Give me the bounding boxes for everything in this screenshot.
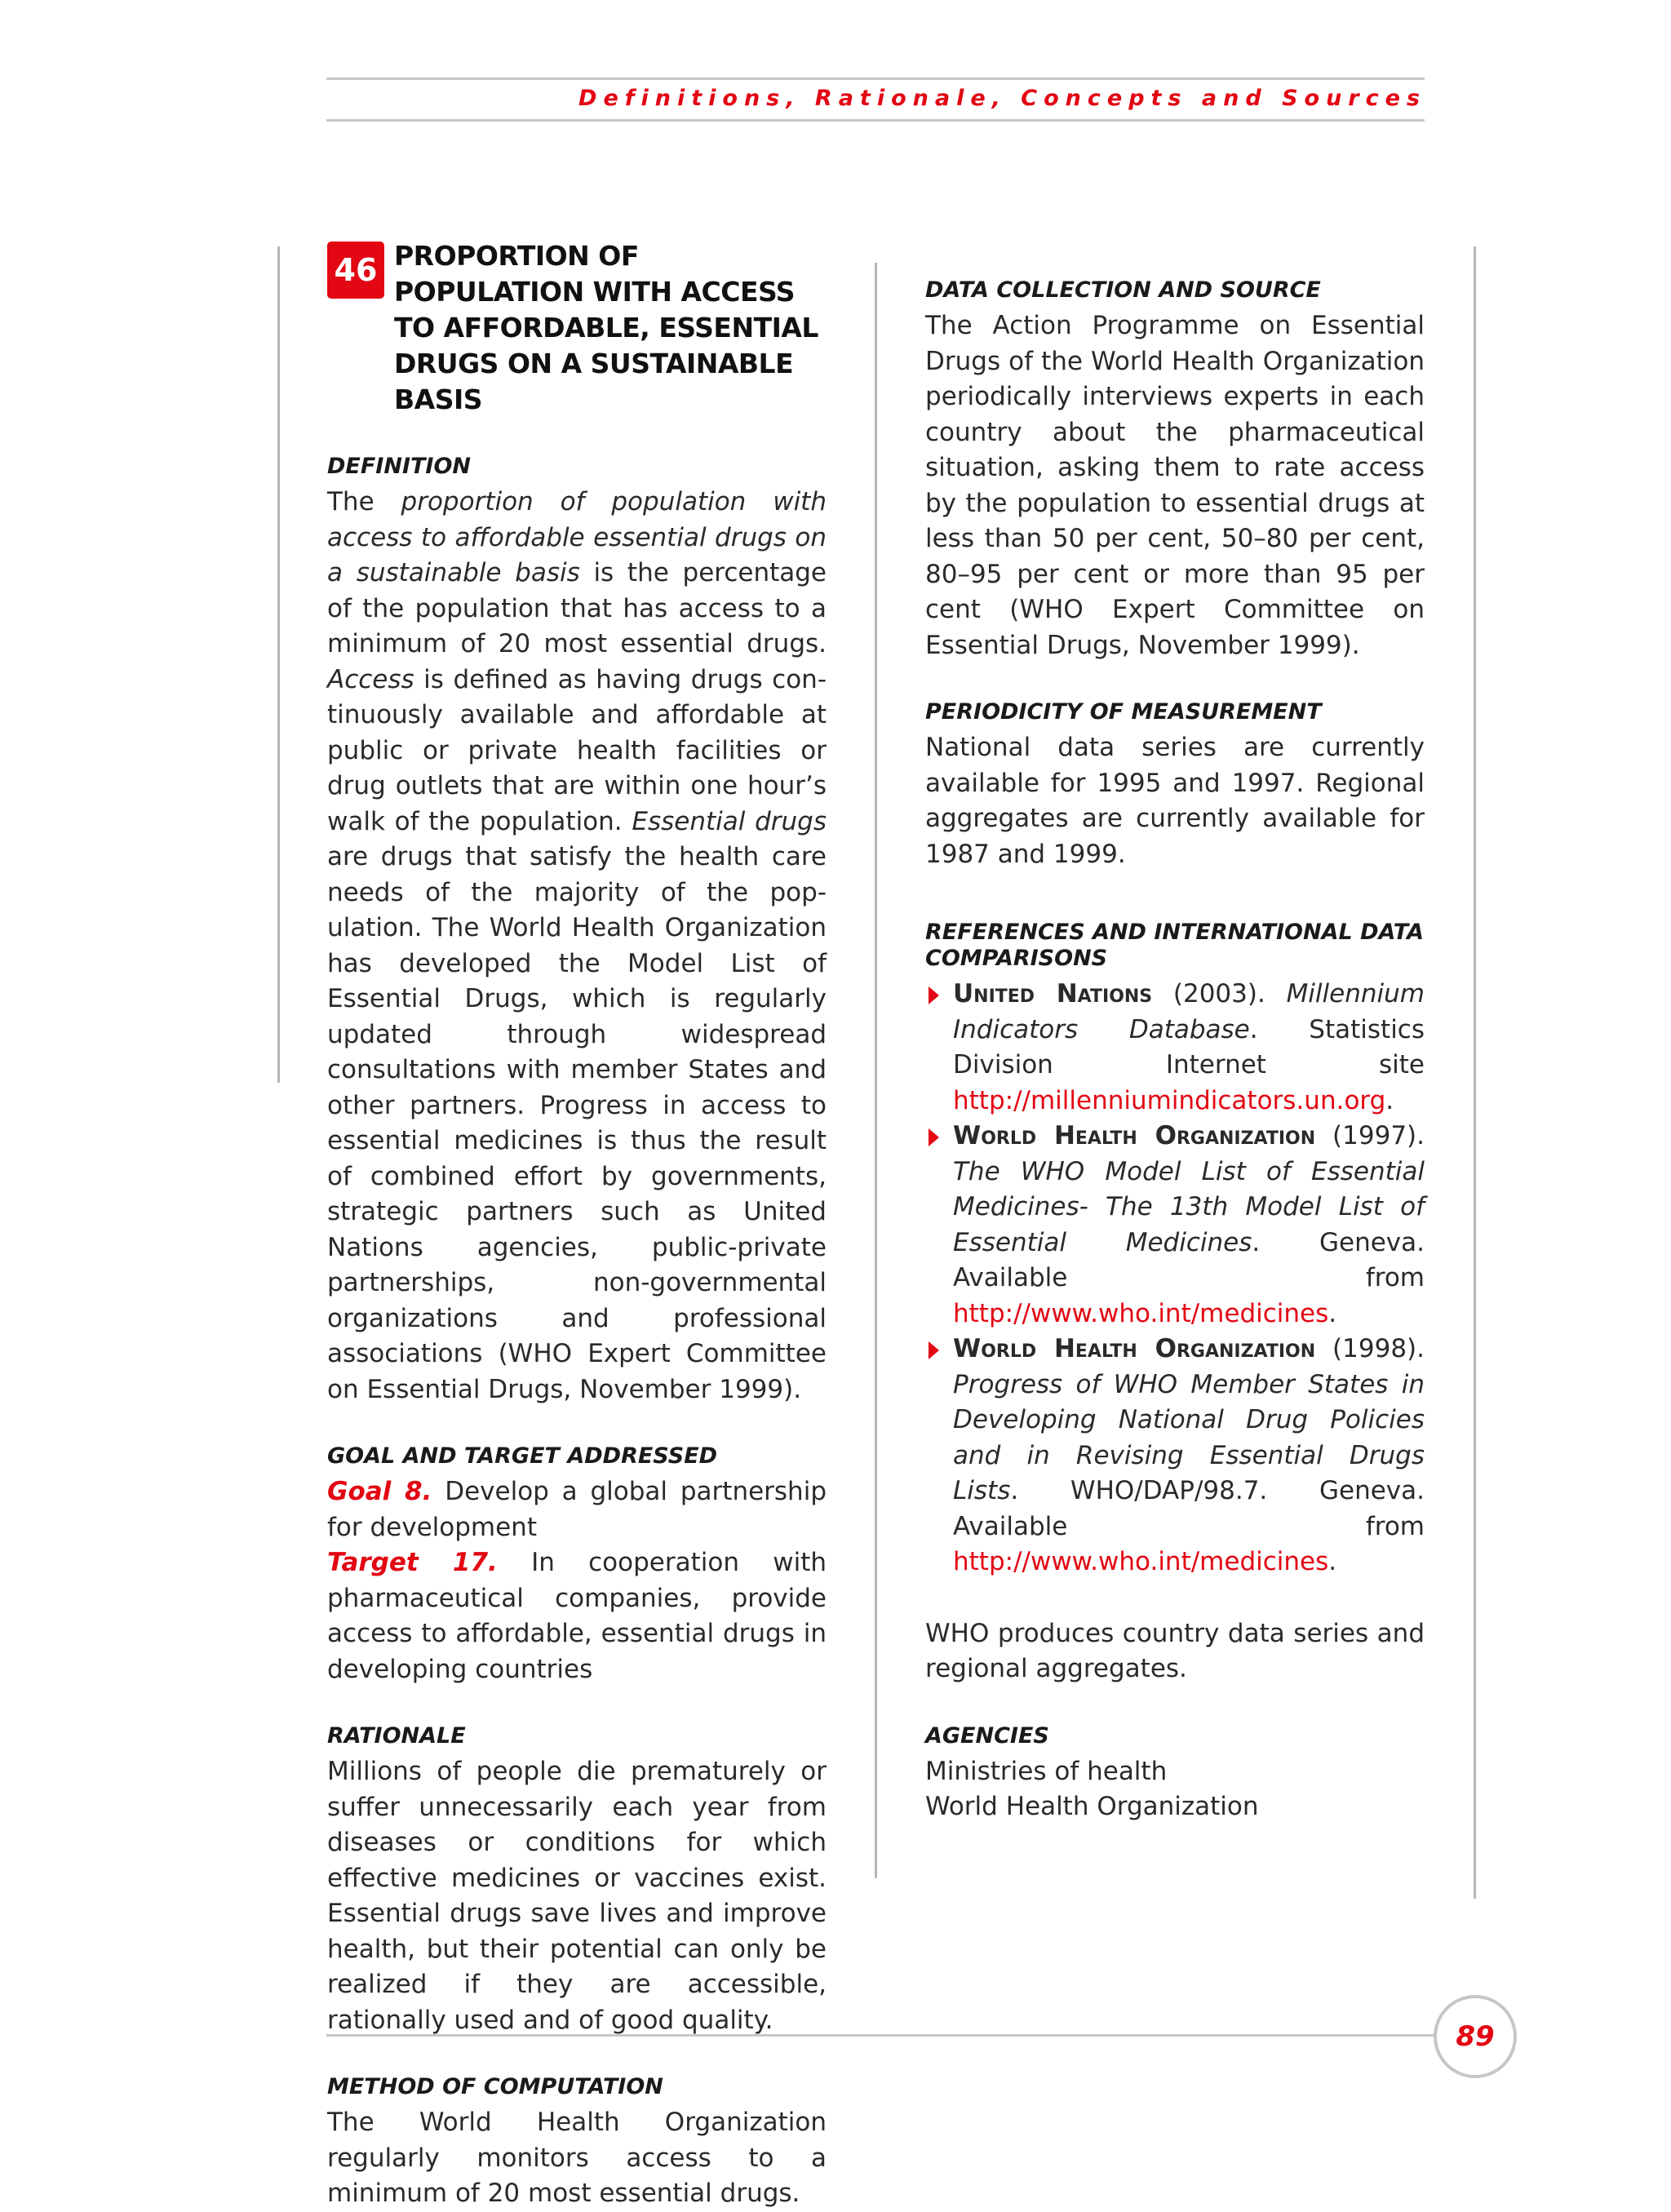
- reference-link[interactable]: http://www.who.int/medicines: [953, 1547, 1329, 1576]
- data-collection-heading: DATA COLLECTION AND SOURCE: [925, 277, 1321, 303]
- references-note: WHO produces country data series and regional aggregates.: [925, 1618, 1425, 1683]
- left-column: [327, 238, 827, 2212]
- target-label: Target 17.: [327, 1548, 498, 1577]
- reference-link[interactable]: http://www.who.int/medicines: [953, 1298, 1329, 1328]
- right-margin-line: [1474, 246, 1476, 1899]
- indicator-heading: [327, 238, 827, 418]
- method-heading: METHOD OF COMPUTATION: [327, 2074, 663, 2099]
- page-number: 89: [1434, 1995, 1517, 2078]
- right-column: [925, 277, 1425, 1825]
- footer-rule: [326, 2034, 1436, 2037]
- reference-item: World Health Organization (1998). Progress of WHO Member States in Developing National Drug Policies and in Revising Essential Drugs Lists. WHO/DAP/98.7. Geneva. Available from http://www.who.int/medicines.: [925, 1332, 1425, 1580]
- reference-item: World Health Organization (1997). The WHO Model List of Essential Medicines- The 13th Model List of Essential Medicines. Geneva. Available from http://www.who.int/medicines.: [925, 1119, 1425, 1332]
- agency-item: World Health Organization: [925, 1792, 1259, 1821]
- bullet-arrow-icon: [929, 1341, 939, 1359]
- goal-label: Goal 8.: [327, 1477, 432, 1506]
- column-divider: [875, 263, 877, 1878]
- indicator-title: PROPORTION OF POPULATION WITH ACCESS TO AFFORDABLE, ESSENTIAL DRUGS ON A SUSTAINABLE BASIS: [394, 240, 818, 415]
- agencies-heading: AGENCIES: [925, 1722, 1049, 1749]
- header-bottom-rule: [326, 119, 1425, 122]
- bullet-arrow-icon: [929, 986, 939, 1004]
- method-text: The World Health Organization regularly monitors access to a minimum of 20 most essential drugs.: [327, 2108, 827, 2208]
- running-title: Definitions, Rationale, Concepts and Sources: [578, 86, 1426, 111]
- reference-item: United Nations (2003). Millennium Indicators Database. Statistics Division Internet site http://millenniumindicators.un.org.: [925, 977, 1425, 1119]
- periodicity-text: National data series are currently available for 1995 and 1997. Regional aggregates are currently available for 1987 and 1999.: [925, 733, 1425, 869]
- goal-heading: GOAL AND TARGET ADDRESSED: [327, 1443, 718, 1469]
- left-margin-line: [277, 246, 280, 1083]
- references-heading: REFERENCES AND INTERNATIONAL DATA COMPARISONS: [925, 920, 1425, 971]
- agency-item: Ministries of health: [925, 1756, 1168, 1786]
- periodicity-heading: PERIODICITY OF MEASUREMENT: [925, 699, 1322, 725]
- rationale-heading: RATIONALE: [327, 1723, 466, 1749]
- header-top-rule: [326, 78, 1425, 80]
- bullet-arrow-icon: [929, 1128, 939, 1146]
- definition-heading: DEFINITION: [327, 454, 472, 479]
- goal-text: Goal 8. Develop a global partnership for development: [327, 1477, 827, 1542]
- target-text: Target 17. In cooperation with pharmaceutical companies, provide access to affordable, essential drugs in developing countries: [327, 1548, 827, 1684]
- definition-text: The proportion of population with access to affordable essential drugs on a sustainable basis is the percentage of the population that has access to a minimum of 20 most essential drugs. Access is defined as having drugs continuously available and affordable at public or private health facilities or drug outlets that are within one hour’s walk of the population. Essential drugs are drugs that satisfy the health care needs of the majority of the population. The World Health Organization has developed the Model List of Essential Drugs, which is regularly updated through widespread consultations with member States and other partners. Progress in access to essential medicines is thus the result of combined effort by governments, strategic partners such as United Nations agencies, public-private partnerships, non-governmental organizations and professional associations (WHO Expert Committee on Essential Drugs, November 1999).: [327, 487, 827, 1404]
- rationale-text: Millions of people die prematurely or suffer unnecessarily each year from diseases or conditions for which effective medicines or vaccines exist. Essential drugs save lives and improve health, but their potential can only be realized if they are accessible, rationally used and of good quality.: [327, 1757, 827, 2035]
- indicator-number-badge: 46: [327, 242, 384, 299]
- reference-link[interactable]: http://millenniumindicators.un.org: [953, 1085, 1386, 1115]
- data-collection-text: The Action Programme on Essential Drugs of the World Health Organization periodically interviews experts in each country about the pharmaceutical situation, asking them to rate access by the population to essential drugs at less than 50 per cent, 50–80 per cent, 80–95 per cent or more than 95 per cent (WHO Expert Committee on Essential Drugs, November 1999).: [925, 311, 1425, 660]
